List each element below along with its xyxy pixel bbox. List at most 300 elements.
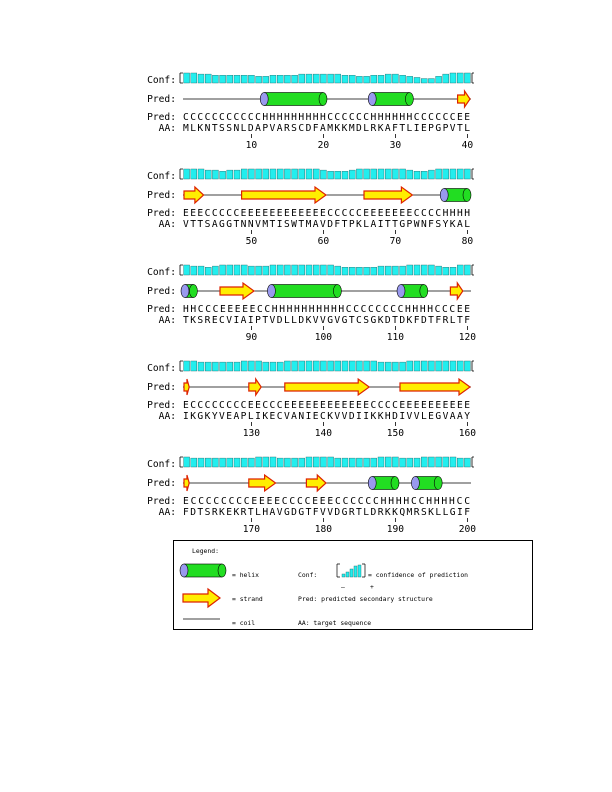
conf-bar xyxy=(313,74,319,83)
ruler-number: 200 xyxy=(458,524,477,535)
pred-seq-label: Pred: xyxy=(147,496,176,507)
conf-bar xyxy=(256,361,262,371)
conf-bar xyxy=(284,169,290,179)
strand-arrow xyxy=(249,379,261,395)
legend-conf-minus: – xyxy=(341,583,345,591)
conf-bar xyxy=(349,267,355,275)
conf-bar xyxy=(198,458,204,467)
ruler-number: 50 xyxy=(245,236,258,247)
conf-bar xyxy=(378,457,384,467)
conf-bar xyxy=(212,75,218,83)
conf-bar xyxy=(328,171,334,179)
conf-bar xyxy=(392,169,398,179)
pred-sequence: HHCCCEEEEECCHHHHHHHHHHCCCCCCCCHHHHCCCEE xyxy=(183,304,470,315)
conf-bar xyxy=(443,267,449,275)
conf-bar xyxy=(270,457,276,467)
conf-bracket-right xyxy=(472,265,474,275)
conf-bar xyxy=(184,457,190,467)
strand-arrow xyxy=(184,379,189,395)
conf-bracket-right xyxy=(472,457,474,467)
legend-conf-icon xyxy=(337,564,365,577)
pred-sequence: EEECCCCCEEEEEEEEEEEECCCCCEEEEEEECCCCHHHH xyxy=(183,208,471,219)
conf-bar xyxy=(284,361,290,371)
ruler-number: 170 xyxy=(242,524,261,535)
conf-bar xyxy=(220,265,226,275)
conf-bar xyxy=(356,169,362,179)
conf-bar xyxy=(385,362,391,371)
aa-label: AA: xyxy=(158,507,176,518)
aa-label: AA: xyxy=(158,315,176,326)
conf-bar xyxy=(392,362,398,371)
conf-bar xyxy=(277,75,283,83)
conf-bracket-left xyxy=(180,169,183,179)
conf-bar xyxy=(443,169,449,179)
conf-bar xyxy=(436,266,442,275)
pred-seq-label: Pred: xyxy=(147,400,176,411)
ruler-number: 100 xyxy=(314,332,333,343)
conf-bar xyxy=(464,73,470,83)
conf-bar xyxy=(342,171,348,179)
conf-bar xyxy=(371,267,377,275)
conf-bar xyxy=(205,74,211,83)
conf-bar xyxy=(284,458,290,467)
conf-bar xyxy=(450,267,456,275)
legend-pred-desc: Pred: predicted secondary structure xyxy=(298,595,433,603)
conf-bar xyxy=(198,362,204,371)
conf-bar xyxy=(371,75,377,83)
conf-bar xyxy=(392,74,398,83)
conf-bar xyxy=(414,77,420,83)
conf-bracket-left xyxy=(180,73,183,83)
pred-sequence: CCCCCCCCCCCHHHHHHHHHCCCCCCHHHHHHCCCCCCEE xyxy=(183,112,471,123)
block-1 xyxy=(147,73,474,151)
conf-label: Conf: xyxy=(147,363,176,374)
conf-bar xyxy=(400,362,406,371)
ruler-number: 160 xyxy=(458,428,477,439)
legend-conf-label: Conf: xyxy=(298,571,318,579)
conf-bar xyxy=(313,265,319,275)
conf-bar xyxy=(400,75,406,83)
helix-segment xyxy=(411,477,442,490)
conf-bar xyxy=(184,265,190,275)
conf-bar xyxy=(234,362,240,371)
aa-sequence: VTTSAGGTNNVMTISWTMAVDFTPKLAITTGPWNFSYKAL xyxy=(183,219,471,230)
conf-bar xyxy=(335,458,341,467)
pred-sequence: ECCCCCCCCEECCCEEEEEEEEEEEECCCCEEEEEEEEEE xyxy=(183,400,471,411)
block-2 xyxy=(147,169,474,247)
conf-bar xyxy=(335,266,341,275)
conf-label: Conf: xyxy=(147,459,176,470)
conf-bar xyxy=(421,457,427,467)
conf-bar xyxy=(342,458,348,467)
conf-bar xyxy=(277,362,283,371)
conf-label: Conf: xyxy=(147,171,176,182)
conf-bar xyxy=(306,457,312,467)
aa-label: AA: xyxy=(158,219,176,230)
conf-bar xyxy=(421,361,427,371)
conf-bar xyxy=(342,75,348,83)
conf-bar xyxy=(256,266,262,275)
helix-body xyxy=(271,285,337,298)
ruler-number: 40 xyxy=(461,140,474,151)
aa-sequence: MLKNTSSNLDAPVARSCDFAMKKMDLRKAFTLIEPGPVTL xyxy=(183,123,471,134)
conf-bar xyxy=(256,76,262,83)
conf-bar xyxy=(306,361,312,371)
conf-bar xyxy=(349,361,355,371)
strand-arrow xyxy=(285,379,369,395)
conf-bar xyxy=(191,169,197,179)
conf-bar xyxy=(320,361,326,371)
conf-bar xyxy=(364,76,370,83)
conf-bar xyxy=(328,74,334,83)
conf-bar xyxy=(450,457,456,467)
helix-start-cap xyxy=(411,477,419,490)
conf-bar xyxy=(349,170,355,179)
ruler-number: 120 xyxy=(458,332,477,343)
conf-bar xyxy=(248,75,254,83)
block-5 xyxy=(147,457,476,535)
conf-bar xyxy=(457,73,463,83)
conf-bar xyxy=(436,169,442,179)
conf-bar xyxy=(184,361,190,371)
conf-bar xyxy=(436,457,442,467)
conf-bar xyxy=(205,362,211,371)
conf-bar xyxy=(191,361,197,371)
helix-start-cap xyxy=(267,285,275,298)
conf-bar xyxy=(299,74,305,83)
conf-bar xyxy=(227,75,233,83)
helix-start-cap xyxy=(368,477,376,490)
conf-bar xyxy=(241,265,247,275)
helix-end-cap xyxy=(319,93,327,106)
conf-bar xyxy=(436,76,442,83)
conf-bar xyxy=(248,361,254,371)
conf-bar xyxy=(356,267,362,275)
conf-bar xyxy=(385,74,391,83)
conf-bar xyxy=(464,361,470,371)
conf-bar xyxy=(191,73,197,83)
conf-bar xyxy=(464,458,470,467)
conf-bar xyxy=(464,265,470,275)
conf-bar xyxy=(299,361,305,371)
aa-sequence: IKGKYVEAPLIKECVANIECKVVDIIKKHDIVVLEGVAAY xyxy=(183,411,471,422)
conf-bar xyxy=(378,362,384,371)
pred-label: Pred: xyxy=(147,382,176,393)
ruler-number: 70 xyxy=(389,236,402,247)
conf-bar xyxy=(212,170,218,179)
conf-bar xyxy=(184,73,190,83)
conf-bar xyxy=(320,74,326,83)
legend-strand-icon xyxy=(183,589,220,607)
conf-bar xyxy=(248,266,254,275)
aa-sequence: FDTSRKEKRTLHAVGDGTFVVDGRTLDRKKQMRSKLLGIF xyxy=(183,507,471,518)
conf-bar xyxy=(191,458,197,467)
conf-bar xyxy=(385,169,391,179)
conf-bar xyxy=(328,265,334,275)
helix-segment xyxy=(440,189,471,202)
conf-bar xyxy=(270,265,276,275)
conf-bar xyxy=(356,76,362,83)
conf-bar xyxy=(212,362,218,371)
ruler-number: 190 xyxy=(386,524,405,535)
strand-arrow xyxy=(184,187,204,203)
conf-bar xyxy=(436,361,442,371)
conf-bar xyxy=(378,266,384,275)
conf-bar xyxy=(198,74,204,83)
conf-bar xyxy=(263,266,269,275)
legend-box xyxy=(173,540,533,630)
conf-bar xyxy=(421,79,427,83)
conf-bar xyxy=(220,75,226,83)
ruler-number: 110 xyxy=(386,332,405,343)
conf-bar xyxy=(205,458,211,467)
conf-bar xyxy=(457,458,463,467)
conf-bar xyxy=(320,457,326,467)
conf-bar xyxy=(277,169,283,179)
conf-bar xyxy=(234,75,240,83)
helix-start-cap xyxy=(368,93,376,106)
strand-arrow xyxy=(458,91,470,107)
helix-end-cap xyxy=(420,285,428,298)
conf-bar xyxy=(205,267,211,275)
conf-bracket-left xyxy=(180,265,183,275)
conf-bar xyxy=(313,457,319,467)
conf-bar xyxy=(450,361,456,371)
helix-segment xyxy=(368,93,413,106)
conf-bar xyxy=(227,170,233,179)
helix-start-cap xyxy=(397,285,405,298)
conf-bar xyxy=(356,361,362,371)
pred-seq-label: Pred: xyxy=(147,304,176,315)
helix-end-cap xyxy=(391,477,399,490)
conf-bar xyxy=(335,74,341,83)
strand-arrow xyxy=(242,187,326,203)
conf-bar xyxy=(407,76,413,83)
conf-bar xyxy=(335,361,341,371)
conf-bar xyxy=(241,361,247,371)
ruler-number: 130 xyxy=(242,428,261,439)
conf-bar xyxy=(464,169,470,179)
helix-segment xyxy=(397,285,428,298)
conf-bar xyxy=(414,361,420,371)
helix-end-cap xyxy=(463,189,471,202)
conf-bracket-left xyxy=(180,361,183,371)
conf-bar xyxy=(400,169,406,179)
conf-bar xyxy=(328,457,334,467)
conf-bar xyxy=(248,169,254,179)
conf-bracket-right xyxy=(472,73,474,83)
conf-bar xyxy=(299,169,305,179)
conf-bar xyxy=(414,458,420,467)
conf-bar xyxy=(371,169,377,179)
conf-bar xyxy=(292,75,298,83)
helix-end-cap xyxy=(434,477,442,490)
aa-label: AA: xyxy=(158,411,176,422)
conf-bar xyxy=(256,457,262,467)
conf-bar xyxy=(292,361,298,371)
helix-start-cap xyxy=(260,93,268,106)
legend-helix-icon xyxy=(180,564,226,577)
conf-bar xyxy=(428,361,434,371)
conf-bar xyxy=(277,458,283,467)
ruler-number: 30 xyxy=(389,140,402,151)
conf-bar xyxy=(292,458,298,467)
conf-bar xyxy=(227,362,233,371)
ruler-number: 80 xyxy=(461,236,474,247)
conf-bar xyxy=(443,361,449,371)
ruler-number: 20 xyxy=(317,140,330,151)
conf-bar xyxy=(364,169,370,179)
conf-bar xyxy=(241,458,247,467)
conf-bar xyxy=(457,361,463,371)
conf-bar xyxy=(407,265,413,275)
conf-bar xyxy=(335,171,341,179)
conf-bar xyxy=(184,169,190,179)
conf-bar xyxy=(320,265,326,275)
aa-label: AA: xyxy=(158,123,176,134)
conf-bar xyxy=(364,361,370,371)
pred-label: Pred: xyxy=(147,286,176,297)
conf-bar xyxy=(400,458,406,467)
conf-bar xyxy=(378,169,384,179)
conf-bar xyxy=(378,75,384,83)
conf-bar xyxy=(371,361,377,371)
ruler-number: 10 xyxy=(245,140,258,151)
conf-bar xyxy=(450,73,456,83)
conf-bar xyxy=(313,169,319,179)
conf-bar xyxy=(212,266,218,275)
strand-arrow xyxy=(184,475,189,491)
conf-bar xyxy=(212,458,218,467)
conf-bar xyxy=(270,75,276,83)
conf-bar xyxy=(421,265,427,275)
conf-bar xyxy=(241,169,247,179)
helix-end-cap xyxy=(189,285,197,298)
pred-sequence: ECCCCCCCCEEEECCCCEEECCCCCCHHHHCCHHHHCC xyxy=(183,496,470,507)
ruler-number: 140 xyxy=(314,428,333,439)
conf-bracket-right xyxy=(472,361,474,371)
conf-bar xyxy=(263,362,269,371)
helix-segment xyxy=(181,285,197,298)
conf-bar xyxy=(349,458,355,467)
conf-bar xyxy=(313,361,319,371)
conf-bar xyxy=(220,171,226,179)
conf-label: Conf: xyxy=(147,267,176,278)
conf-bar xyxy=(414,171,420,179)
legend-aa-desc: AA: target sequence xyxy=(298,619,372,627)
conf-bracket-right xyxy=(472,169,474,179)
legend-title: Legend: xyxy=(192,547,219,555)
conf-bar xyxy=(263,76,269,83)
helix-end-cap xyxy=(333,285,341,298)
helix-start-cap xyxy=(181,285,189,298)
helix-segment xyxy=(267,285,341,298)
conf-bar xyxy=(428,79,434,83)
helix-start-cap xyxy=(440,189,448,202)
legend xyxy=(174,541,534,631)
legend-helix-label: = helix xyxy=(232,571,259,579)
conf-bar xyxy=(364,458,370,467)
pred-seq-label: Pred: xyxy=(147,112,176,123)
conf-bar xyxy=(457,169,463,179)
conf-bar xyxy=(407,361,413,371)
conf-bar xyxy=(234,265,240,275)
conf-bar xyxy=(450,169,456,179)
conf-bar xyxy=(299,265,305,275)
strand-arrow xyxy=(220,283,254,299)
conf-bar xyxy=(392,457,398,467)
conf-bar xyxy=(270,362,276,371)
conf-bar xyxy=(292,265,298,275)
conf-bar xyxy=(443,457,449,467)
strand-arrow xyxy=(249,475,276,491)
ruler-number: 60 xyxy=(317,236,330,247)
conf-bar xyxy=(428,265,434,275)
conf-bar xyxy=(234,170,240,179)
conf-bar xyxy=(284,75,290,83)
helix-segment xyxy=(368,477,399,490)
conf-bar xyxy=(414,265,420,275)
strand-arrow xyxy=(306,475,326,491)
block-3 xyxy=(147,265,476,343)
conf-bar xyxy=(256,169,262,179)
legend-conf-plus: + xyxy=(370,583,374,591)
conf-bar xyxy=(428,457,434,467)
conf-bar xyxy=(364,267,370,275)
conf-bar xyxy=(328,361,334,371)
legend-strand-label: = strand xyxy=(232,595,263,603)
pred-label: Pred: xyxy=(147,190,176,201)
conf-bar xyxy=(342,361,348,371)
pred-seq-label: Pred: xyxy=(147,208,176,219)
conf-bar xyxy=(263,457,269,467)
ruler-number: 180 xyxy=(314,524,333,535)
block-4 xyxy=(147,361,476,439)
ruler-number: 150 xyxy=(386,428,405,439)
pred-label: Pred: xyxy=(147,478,176,489)
conf-bar xyxy=(385,457,391,467)
conf-bar xyxy=(227,458,233,467)
ruler-number: 90 xyxy=(245,332,258,343)
conf-bar xyxy=(349,75,355,83)
legend-conf-desc: = confidence of prediction xyxy=(368,571,469,579)
conf-bar xyxy=(407,170,413,179)
conf-bar xyxy=(356,458,362,467)
conf-bar xyxy=(198,266,204,275)
conf-bar xyxy=(371,458,377,467)
conf-bar xyxy=(198,169,204,179)
conf-bar xyxy=(284,265,290,275)
conf-bar xyxy=(241,75,247,83)
conf-bar xyxy=(400,266,406,275)
conf-bar xyxy=(220,362,226,371)
conf-bar xyxy=(292,169,298,179)
helix-body xyxy=(372,93,409,106)
helix-end-cap xyxy=(405,93,413,106)
helix-body xyxy=(264,93,323,106)
conf-bar xyxy=(263,169,269,179)
helix-segment xyxy=(260,93,327,106)
conf-label: Conf: xyxy=(147,75,176,86)
conf-bar xyxy=(385,266,391,275)
pred-label: Pred: xyxy=(147,94,176,105)
conf-bar xyxy=(227,265,233,275)
conf-bar xyxy=(306,169,312,179)
conf-bar xyxy=(234,458,240,467)
strand-arrow xyxy=(400,379,470,395)
strand-arrow xyxy=(450,283,462,299)
conf-bar xyxy=(277,265,283,275)
